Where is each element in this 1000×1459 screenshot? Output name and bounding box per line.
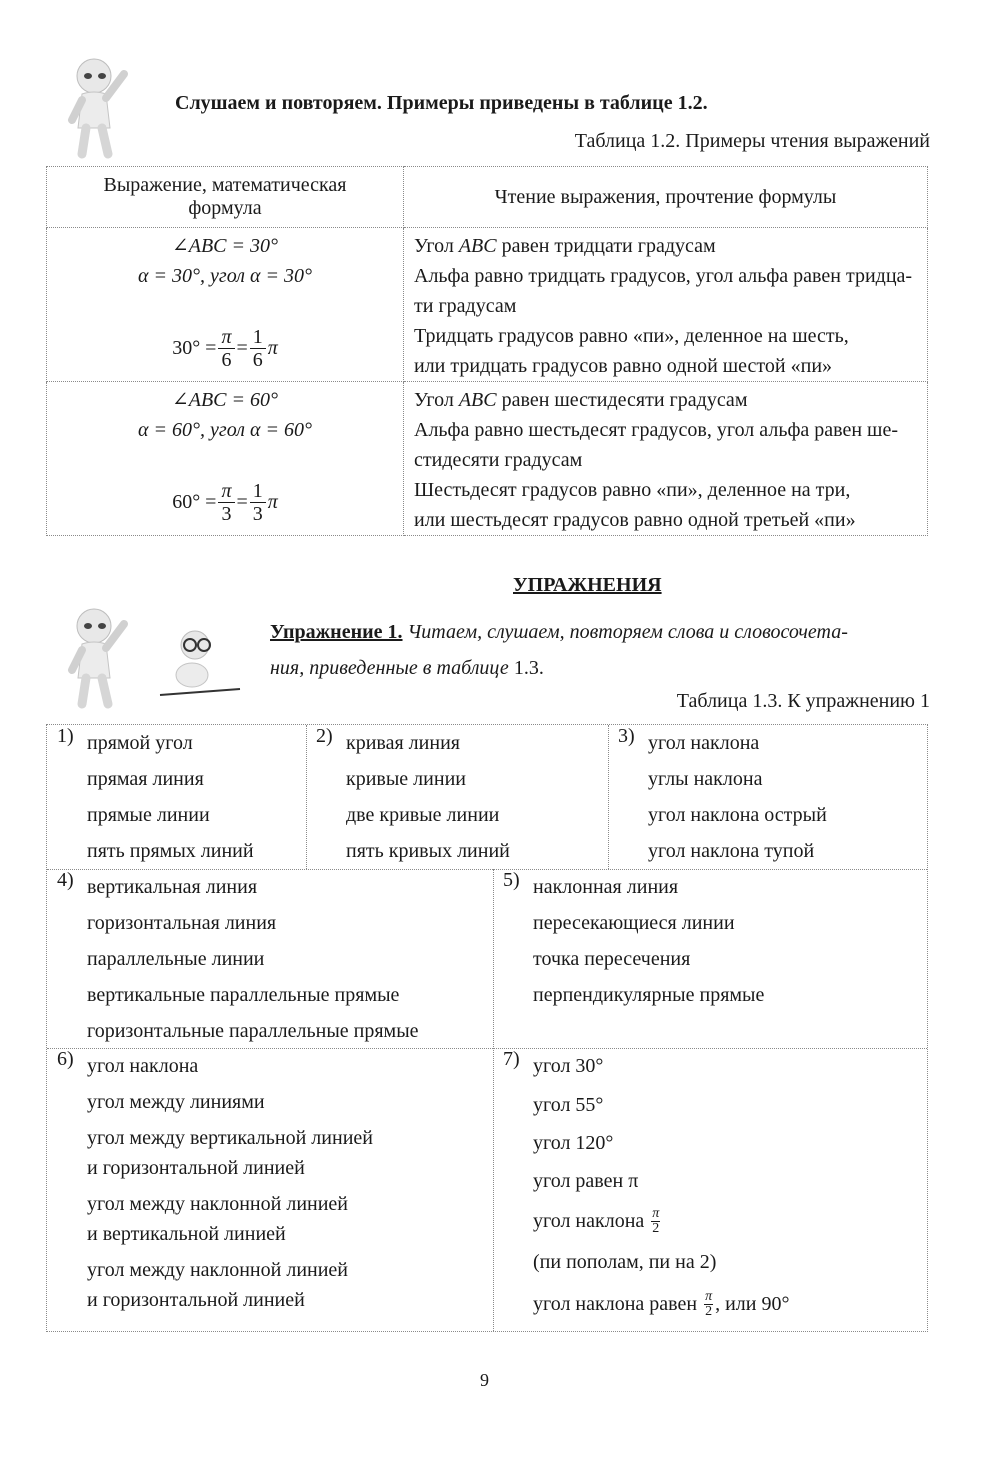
- list-item-text: угол наклона: [533, 1209, 650, 1232]
- fraction: [250, 481, 266, 524]
- fraction: [218, 481, 234, 524]
- list-item: точка пересечения: [533, 948, 691, 970]
- exercise-1-text: [270, 614, 930, 686]
- exercise-1-label: Упражнение 1.: [270, 621, 403, 643]
- fraction-denominator: 3: [221, 502, 232, 525]
- reading-line: или тридцать градусов равно одной шестой «пи»: [414, 355, 833, 377]
- word-group-number: 7): [503, 1048, 520, 1070]
- word-group-number: 2): [316, 725, 333, 747]
- list-item-text: , или 90°: [715, 1292, 790, 1315]
- list-item: прямой угол: [87, 732, 193, 754]
- expr-angle: ∠ABC = 60°: [171, 389, 279, 411]
- table-row: [47, 228, 928, 382]
- exercises-heading: УПРАЖНЕНИЯ: [513, 574, 662, 596]
- word-group-number: 5): [503, 869, 520, 891]
- list-item: угол наклона тупой: [648, 840, 815, 862]
- fraction-denominator: 3: [252, 502, 263, 525]
- fraction-denominator: 6: [221, 348, 232, 371]
- list-item: и вертикальной линией: [87, 1223, 286, 1245]
- list-item: горизонтальные параллельные прямые: [87, 1020, 419, 1042]
- list-item: угол между вертикальной линией: [87, 1127, 373, 1149]
- fraction-numerator: π: [218, 481, 234, 503]
- list-item: пять кривых линий: [346, 840, 510, 862]
- list-item: [533, 1282, 789, 1326]
- fraction: [704, 1290, 713, 1319]
- table-row: [47, 382, 928, 536]
- intro-heading: Слушаем и повторяем. Примеры приведены в таблице 1.2.: [175, 92, 708, 114]
- reading-cell: [404, 228, 928, 382]
- list-item: кривая линия: [346, 732, 460, 754]
- expr-alpha-b: α = 30°: [249, 265, 312, 287]
- reading-line: равен шестидесяти градусам: [496, 389, 748, 411]
- word-group-number: 1): [57, 725, 74, 747]
- mascot-figure-icon: [44, 50, 154, 160]
- list-item: и горизонтальной линией: [87, 1157, 305, 1179]
- fraction: [651, 1207, 660, 1236]
- exercise-1-instruction: Читаем, слушаем, повторяем слова и словосочета-: [402, 621, 848, 643]
- list-item: пересекающиеся линии: [533, 912, 735, 934]
- table-1-3-caption: Таблица 1.3. К упражнению 1: [676, 690, 930, 712]
- reading-line: ти градусам: [414, 295, 517, 317]
- header-reading: Чтение выражения, прочтение формулы: [404, 167, 928, 228]
- reading-line: или шестьдесят градусов равно одной третьей «пи»: [414, 509, 856, 531]
- reading-line: Шестьдесят градусов равно «пи», деленное на три,: [414, 479, 851, 501]
- list-item-text: угол наклона равен: [533, 1292, 703, 1315]
- reading-line: Альфа равно тридцать градусов, угол альфа равен тридца-: [414, 265, 913, 287]
- expr-alpha-a: α = 60°, угол: [138, 419, 250, 441]
- reading-figure-icon: [150, 625, 245, 700]
- list-item: угол между наклонной линией: [87, 1259, 349, 1281]
- reading-line: Тридцать градусов равно «пи», деленное на шесть,: [414, 325, 849, 347]
- word-group-number: 4): [57, 869, 74, 891]
- list-item: наклонная линия: [533, 876, 679, 898]
- list-item: прямые линии: [87, 804, 210, 826]
- fraction: [218, 327, 234, 370]
- list-item: горизонтальная линия: [87, 912, 277, 934]
- list-item: угол наклона острый: [648, 804, 827, 826]
- list-item: пять прямых линий: [87, 840, 254, 862]
- table-1-3: [46, 724, 928, 1332]
- list-item: углы наклона: [648, 768, 763, 790]
- list-item: угол 120°: [533, 1132, 614, 1154]
- exercise-1-table-ref: 1.3.: [513, 657, 544, 679]
- reading-line: Угол: [414, 235, 459, 257]
- list-item: угол наклона: [87, 1055, 199, 1077]
- fraction-numerator: 1: [250, 327, 266, 349]
- table-header-row: [47, 167, 928, 228]
- list-item: две кривые линии: [346, 804, 500, 826]
- expr-frac-left: 60° =: [172, 490, 217, 513]
- expression-cell: ∠ABC = 60° α = 60°, угол α = 60° 60° = $\frac{\pi}{3}$ = $\frac{1}{3}$ π: [47, 382, 404, 536]
- fraction: [250, 327, 266, 370]
- reading-line: стидесяти градусам: [414, 449, 583, 471]
- list-item: прямая линия: [87, 768, 204, 790]
- exercise-1-instruction: ния, приведенные в таблице: [270, 657, 514, 679]
- table-1-2-caption: Таблица 1.2. Примеры чтения выражений: [574, 130, 930, 152]
- expr-alpha-b: α = 60°: [249, 419, 312, 441]
- list-item: [533, 1200, 789, 1242]
- reading-angle-name: ABC: [458, 389, 497, 411]
- reading-line: Альфа равно шестьдесят градусов, угол альфа равен ше-: [414, 419, 898, 441]
- fraction-numerator: π: [652, 1205, 660, 1221]
- list-item: (пи пополам, пи на 2): [533, 1251, 717, 1273]
- list-item: кривые линии: [346, 768, 466, 790]
- expression-cell: ∠ABC = 30° α = 30°, угол α = 30° 30° = $\frac{\pi}{6}$ = $\frac{1}{6}$ π: [47, 228, 404, 382]
- reading-angle-name: ABC: [458, 235, 497, 257]
- header-expression: Выражение, математическая формула: [47, 167, 404, 228]
- list-item: вертикальная линия: [87, 876, 258, 898]
- expr-frac-tail: π: [267, 336, 278, 359]
- expr-angle: ∠ABC = 30°: [171, 235, 279, 257]
- reading-line: Угол: [414, 389, 459, 411]
- fraction-numerator: π: [218, 327, 234, 349]
- fraction-denominator: 2: [705, 1303, 713, 1319]
- list-item: угол 55°: [533, 1094, 604, 1116]
- fraction-denominator: 2: [652, 1220, 660, 1236]
- list-item: угол 30°: [533, 1055, 604, 1077]
- reading-cell: [404, 382, 928, 536]
- list-item: угол равен π: [533, 1170, 639, 1192]
- list-item: вертикальные параллельные прямые: [87, 984, 400, 1006]
- fraction-numerator: 1: [250, 481, 266, 503]
- list-item: угол наклона: [648, 732, 760, 754]
- page-number: 9: [480, 1370, 489, 1390]
- expr-alpha-a: α = 30°, угол: [138, 265, 250, 287]
- list-item: угол между наклонной линией: [87, 1193, 349, 1215]
- list-item: и горизонтальной линией: [87, 1289, 305, 1311]
- word-group-number: 3): [618, 725, 635, 747]
- reading-line: равен тридцати градусам: [496, 235, 716, 257]
- expr-frac-tail: π: [267, 490, 278, 513]
- mascot-figure-icon: [44, 600, 154, 710]
- table-1-2: [46, 166, 928, 536]
- list-item: угол между линиями: [87, 1091, 265, 1113]
- expr-frac-left: 30° =: [172, 336, 217, 359]
- fraction-numerator: π: [705, 1288, 713, 1304]
- list-item: параллельные линии: [87, 948, 265, 970]
- list-item: перпендикулярные прямые: [533, 984, 765, 1006]
- word-group-number: 6): [57, 1048, 74, 1070]
- fraction-denominator: 6: [252, 348, 263, 371]
